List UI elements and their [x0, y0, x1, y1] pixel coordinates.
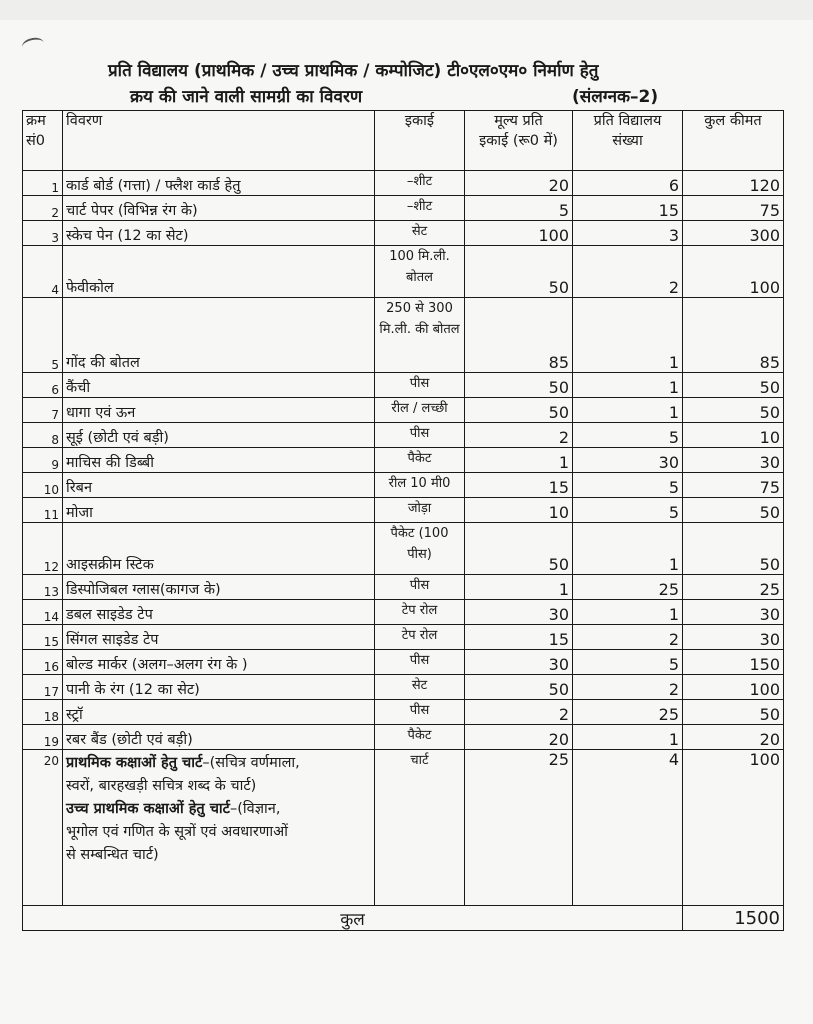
row-description: पानी के रंग (12 का सेट)	[63, 675, 375, 700]
row-description: माचिस की डिब्बी	[63, 448, 375, 473]
row-sn: 17	[23, 675, 63, 700]
row-price: 15	[465, 625, 573, 650]
row-unit: पीस	[375, 700, 465, 725]
col-total-header: कुल कीमत	[683, 111, 784, 171]
row-unit: पीस	[375, 423, 465, 448]
row-total: 30	[683, 448, 784, 473]
row-description: गोंद की बोतल	[63, 298, 375, 373]
row-description: स्ट्रॉ	[63, 700, 375, 725]
row-description: प्राथमिक कक्षाओं हेतु चार्ट–(सचित्र वर्णमाला, स्वरों, बारहखड़ी सचित्र शब्द के चार्ट) उच्च प्राथमिक कक्षाओं हेतु चार्ट–(विज्ञान, भूगोल एवं गणित के सूत्रों एवं अवधारणाओं से सम्बन्धित चार्ट)	[63, 750, 375, 906]
row-unit: पीस	[375, 373, 465, 398]
row-sn: 3	[23, 221, 63, 246]
row-price: 2	[465, 700, 573, 725]
row-price: 50	[465, 523, 573, 575]
row-unit: सेट	[375, 675, 465, 700]
row-sn: 7	[23, 398, 63, 423]
row-qty: 25	[573, 575, 683, 600]
row-qty: 1	[573, 523, 683, 575]
row-total: 100	[683, 675, 784, 700]
table-row	[23, 373, 784, 398]
row-sn: 12	[23, 523, 63, 575]
document-title: प्रति विद्यालय (प्राथमिक / उच्च प्राथमिक / कम्पोजिट) टी०एल०एम० निर्माण हेतु	[108, 61, 599, 81]
row-total: 25	[683, 575, 784, 600]
row-description: आइसक्रीम स्टिक	[63, 523, 375, 575]
row-qty: 2	[573, 246, 683, 298]
row-sn: 15	[23, 625, 63, 650]
row-description: चार्ट पेपर (विभिन्न रंग के)	[63, 196, 375, 221]
row-description: डबल साइडेड टेप	[63, 600, 375, 625]
annexure-label: (संलग्नक–2)	[572, 87, 659, 107]
row-price: 15	[465, 473, 573, 498]
row-qty: 4	[573, 750, 683, 906]
row-total: 30	[683, 600, 784, 625]
table-row	[23, 398, 784, 423]
primary-chart-heading: प्राथमिक कक्षाओं हेतु चार्ट	[66, 755, 203, 771]
row-sn: 11	[23, 498, 63, 523]
upper-primary-chart-heading: उच्च प्राथमिक कक्षाओं हेतु चार्ट	[66, 801, 230, 817]
row-qty: 15	[573, 196, 683, 221]
row-sn: 19	[23, 725, 63, 750]
col-unit-header: इकाई	[375, 111, 465, 171]
table-row	[23, 298, 784, 373]
col-description-header: विवरण	[63, 111, 375, 171]
row-description: सूई (छोटी एवं बड़ी)	[63, 423, 375, 448]
row-description: रिबन	[63, 473, 375, 498]
table-row	[23, 675, 784, 700]
row-total: 50	[683, 373, 784, 398]
row-total: 20	[683, 725, 784, 750]
row-unit: –शीट	[375, 196, 465, 221]
row-description: बोल्ड मार्कर (अलग–अलग रंग के )	[63, 650, 375, 675]
row-sn: 13	[23, 575, 63, 600]
table-row-charts	[23, 750, 784, 906]
row-qty: 30	[573, 448, 683, 473]
row-price: 30	[465, 600, 573, 625]
row-unit: पैकेट (100 पीस)	[375, 523, 465, 575]
row-description: सिंगल साइडेड टेप	[63, 625, 375, 650]
col-price-header: मूल्य प्रति इकाई (रू0 में)	[465, 111, 573, 171]
row-sn: 8	[23, 423, 63, 448]
row-price: 5	[465, 196, 573, 221]
row-sn: 4	[23, 246, 63, 298]
table-header-row	[23, 111, 784, 171]
row-qty: 2	[573, 675, 683, 700]
col-sn-header: क्रम सं0	[23, 111, 63, 171]
row-price: 1	[465, 448, 573, 473]
row-price: 1	[465, 575, 573, 600]
row-qty: 5	[573, 473, 683, 498]
row-unit: चार्ट	[375, 750, 465, 906]
row-sn: 16	[23, 650, 63, 675]
row-unit: टेप रोल	[375, 625, 465, 650]
document-subtitle: क्रय की जाने वाली सामग्री का विवरण	[130, 87, 363, 107]
row-price: 50	[465, 675, 573, 700]
row-sn: 6	[23, 373, 63, 398]
row-sn: 1	[23, 171, 63, 196]
row-unit: जोड़ा	[375, 498, 465, 523]
row-unit: –शीट	[375, 171, 465, 196]
row-total: 75	[683, 196, 784, 221]
row-description: कार्ड बोर्ड (गत्ता) / फ्लैश कार्ड हेतु	[63, 171, 375, 196]
row-qty: 5	[573, 498, 683, 523]
row-total: 50	[683, 398, 784, 423]
row-qty: 25	[573, 700, 683, 725]
row-unit: पैकेट	[375, 725, 465, 750]
row-unit: रील / लच्छी	[375, 398, 465, 423]
row-total: 300	[683, 221, 784, 246]
row-price: 30	[465, 650, 573, 675]
row-description: स्केच पेन (12 का सेट)	[63, 221, 375, 246]
row-price: 50	[465, 373, 573, 398]
table-row	[23, 650, 784, 675]
row-qty: 1	[573, 600, 683, 625]
table-row	[23, 246, 784, 298]
grand-total: 1500	[683, 906, 784, 931]
row-unit: पीस	[375, 650, 465, 675]
row-price: 50	[465, 398, 573, 423]
row-total: 10	[683, 423, 784, 448]
row-unit: पैकेट	[375, 448, 465, 473]
row-total: 120	[683, 171, 784, 196]
row-unit: 100 मि.ली. बोतल	[375, 246, 465, 298]
table-row	[23, 473, 784, 498]
row-description: डिस्पोजिबल ग्लास(कागज के)	[63, 575, 375, 600]
table-row	[23, 423, 784, 448]
row-total: 85	[683, 298, 784, 373]
total-label: कुल	[23, 906, 683, 931]
row-description: फेवीकोल	[63, 246, 375, 298]
row-unit: पीस	[375, 575, 465, 600]
row-sn: 2	[23, 196, 63, 221]
row-total: 75	[683, 473, 784, 498]
row-sn: 9	[23, 448, 63, 473]
row-qty: 6	[573, 171, 683, 196]
total-row	[23, 906, 784, 931]
materials-table	[22, 110, 784, 931]
table-row	[23, 498, 784, 523]
table-row	[23, 523, 784, 575]
row-total: 150	[683, 650, 784, 675]
row-total: 100	[683, 246, 784, 298]
row-price: 20	[465, 725, 573, 750]
row-qty: 2	[573, 625, 683, 650]
row-total: 100	[683, 750, 784, 906]
row-qty: 1	[573, 373, 683, 398]
table-row	[23, 600, 784, 625]
col-qty-header: प्रति विद्यालय संख्या	[573, 111, 683, 171]
row-sn: 20	[23, 750, 63, 906]
row-unit: टेप रोल	[375, 600, 465, 625]
top-scan-strip	[0, 0, 813, 20]
row-price: 2	[465, 423, 573, 448]
row-unit: रील 10 मी0	[375, 473, 465, 498]
row-unit: 250 से 300 मि.ली. की बोतल	[375, 298, 465, 373]
row-total: 30	[683, 625, 784, 650]
row-qty: 1	[573, 298, 683, 373]
row-price: 50	[465, 246, 573, 298]
row-description: मोजा	[63, 498, 375, 523]
table-row	[23, 725, 784, 750]
table-row	[23, 625, 784, 650]
row-price: 25	[465, 750, 573, 906]
table-row	[23, 171, 784, 196]
row-qty: 3	[573, 221, 683, 246]
row-description: कैंची	[63, 373, 375, 398]
row-description: धागा एवं ऊन	[63, 398, 375, 423]
row-description: रबर बैंड (छोटी एवं बड़ी)	[63, 725, 375, 750]
table-row	[23, 700, 784, 725]
row-price: 10	[465, 498, 573, 523]
row-qty: 1	[573, 725, 683, 750]
row-qty: 1	[573, 398, 683, 423]
row-sn: 10	[23, 473, 63, 498]
table-row	[23, 196, 784, 221]
row-qty: 5	[573, 650, 683, 675]
scan-mark	[21, 36, 45, 54]
row-total: 50	[683, 498, 784, 523]
row-sn: 14	[23, 600, 63, 625]
row-sn: 18	[23, 700, 63, 725]
table-row	[23, 575, 784, 600]
table-row	[23, 448, 784, 473]
row-total: 50	[683, 700, 784, 725]
row-unit: सेट	[375, 221, 465, 246]
row-price: 85	[465, 298, 573, 373]
row-price: 20	[465, 171, 573, 196]
row-qty: 5	[573, 423, 683, 448]
row-total: 50	[683, 523, 784, 575]
table-row	[23, 221, 784, 246]
row-sn: 5	[23, 298, 63, 373]
row-price: 100	[465, 221, 573, 246]
